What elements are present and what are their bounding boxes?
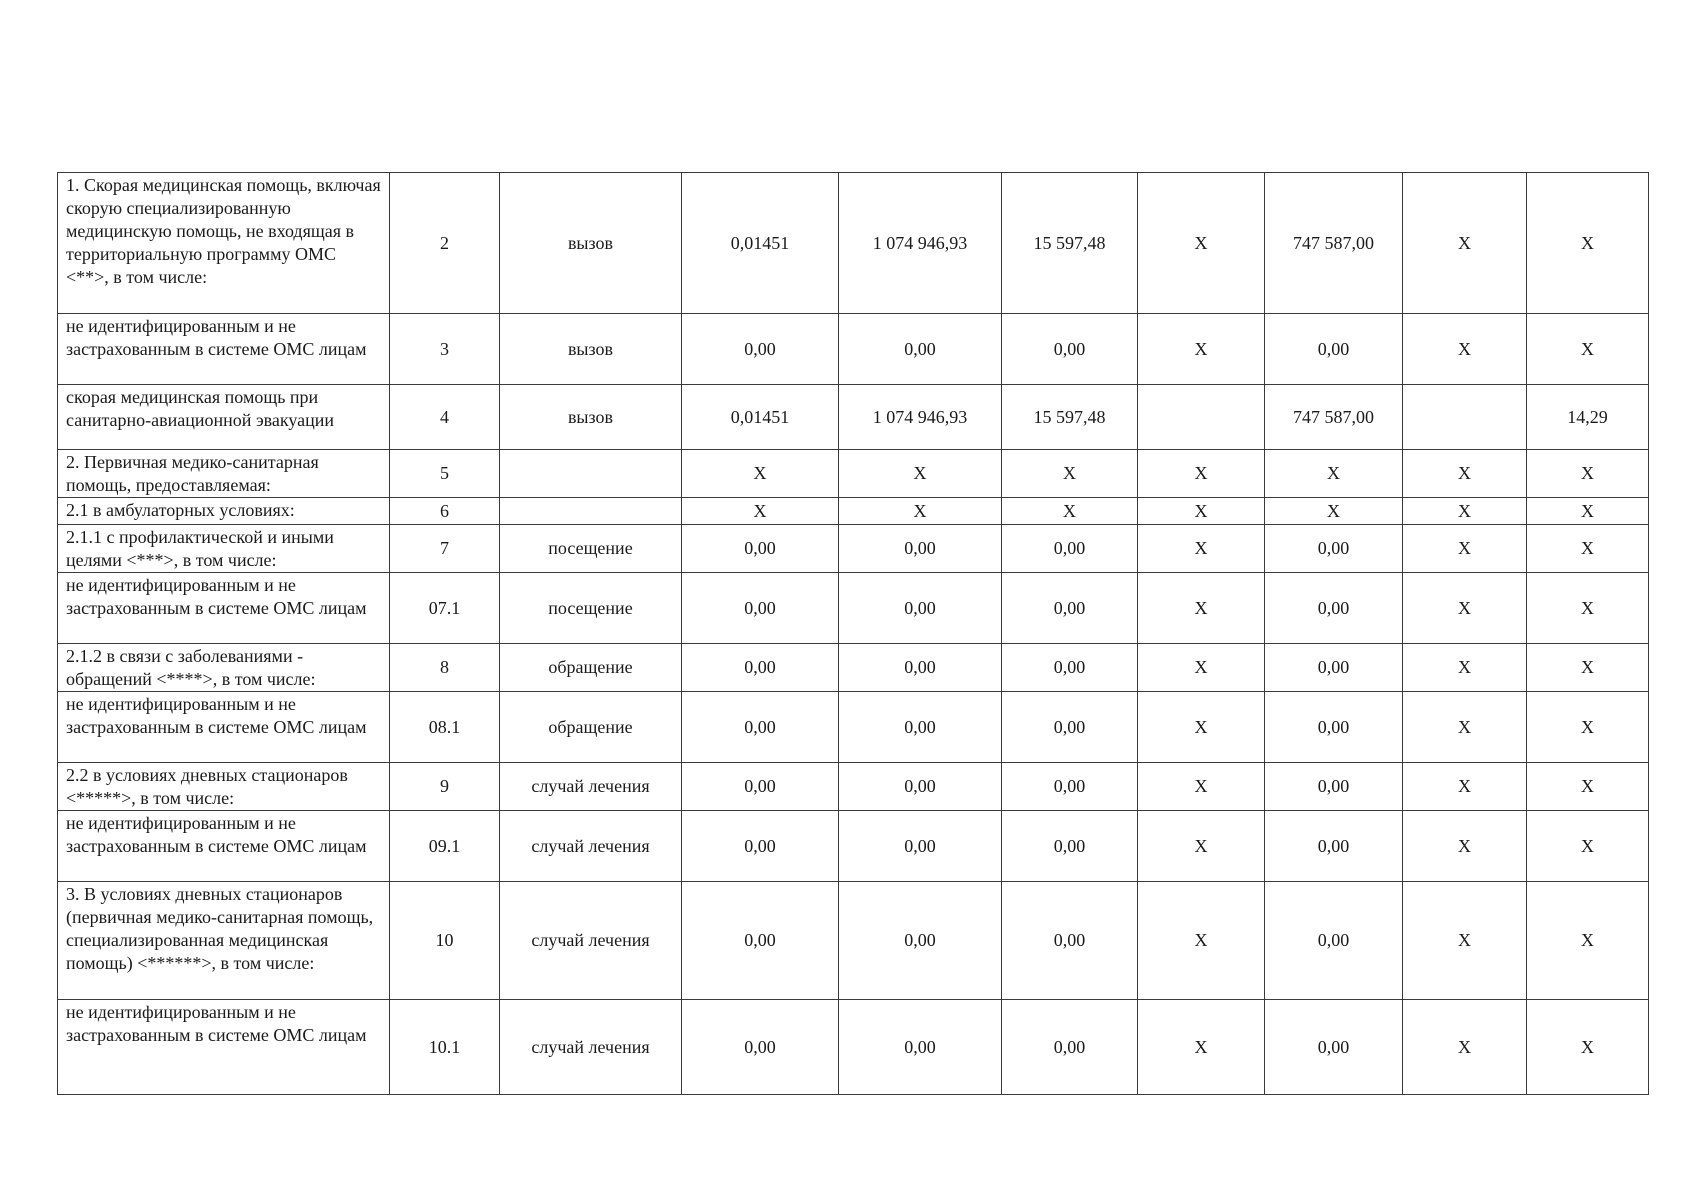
value-cell: X xyxy=(1403,173,1527,314)
row-name-cell: не идентифицированным и не застрахованным в системе ОМС лицам xyxy=(58,314,390,385)
table-row xyxy=(58,1000,1649,1095)
value-cell: 0,00 xyxy=(1002,314,1138,385)
value-cell: X xyxy=(1527,525,1649,573)
value-cell: 15 597,48 xyxy=(1002,385,1138,450)
value-cell: 2 xyxy=(390,173,500,314)
value-cell: 0,00 xyxy=(1265,314,1403,385)
value-cell: 10.1 xyxy=(390,1000,500,1095)
value-cell: 0,00 xyxy=(682,573,839,644)
table-row xyxy=(58,763,1649,811)
value-cell xyxy=(500,498,682,525)
value-cell: 0,00 xyxy=(1265,525,1403,573)
row-name-cell: 2.1.2 в связи с заболеваниями - обращений <****>, в том числе: xyxy=(58,644,390,692)
table-row xyxy=(58,385,1649,450)
value-cell: X xyxy=(1265,450,1403,498)
value-cell: вызов xyxy=(500,385,682,450)
value-cell: 0,00 xyxy=(682,763,839,811)
value-cell: X xyxy=(1138,173,1265,314)
value-cell: X xyxy=(839,450,1002,498)
value-cell: 08.1 xyxy=(390,692,500,763)
value-cell: случай лечения xyxy=(500,763,682,811)
value-cell: вызов xyxy=(500,173,682,314)
value-cell: 10 xyxy=(390,882,500,1000)
value-cell: 0,00 xyxy=(839,1000,1002,1095)
data-table xyxy=(57,172,1649,1095)
value-cell: 1 074 946,93 xyxy=(839,385,1002,450)
value-cell: 0,00 xyxy=(839,573,1002,644)
value-cell: X xyxy=(1002,498,1138,525)
value-cell: X xyxy=(1527,450,1649,498)
value-cell: 14,29 xyxy=(1527,385,1649,450)
value-cell: X xyxy=(1002,450,1138,498)
value-cell: 0,00 xyxy=(1265,1000,1403,1095)
table-row xyxy=(58,573,1649,644)
value-cell: 0,00 xyxy=(1002,882,1138,1000)
value-cell: 0,00 xyxy=(1002,692,1138,763)
value-cell: X xyxy=(1138,525,1265,573)
value-cell: X xyxy=(1527,314,1649,385)
value-cell: X xyxy=(1138,573,1265,644)
value-cell: 0,00 xyxy=(839,314,1002,385)
table-row xyxy=(58,173,1649,314)
value-cell: 0,00 xyxy=(1002,644,1138,692)
value-cell: 0,00 xyxy=(682,314,839,385)
value-cell: X xyxy=(839,498,1002,525)
value-cell: X xyxy=(1527,573,1649,644)
value-cell: X xyxy=(1403,498,1527,525)
row-name-cell: не идентифицированным и не застрахованным в системе ОМС лицам xyxy=(58,1000,390,1095)
value-cell: 4 xyxy=(390,385,500,450)
row-name-cell: 2. Первичная медико-санитарная помощь, предоставляемая: xyxy=(58,450,390,498)
value-cell: посещение xyxy=(500,525,682,573)
row-name-cell: не идентифицированным и не застрахованным в системе ОМС лицам xyxy=(58,811,390,882)
value-cell: 0,00 xyxy=(1002,1000,1138,1095)
value-cell: X xyxy=(1527,811,1649,882)
value-cell: X xyxy=(1138,763,1265,811)
table-row xyxy=(58,644,1649,692)
value-cell: X xyxy=(1403,811,1527,882)
value-cell: 6 xyxy=(390,498,500,525)
value-cell: 0,00 xyxy=(839,692,1002,763)
value-cell: 0,00 xyxy=(839,811,1002,882)
value-cell: 9 xyxy=(390,763,500,811)
value-cell: 0,00 xyxy=(682,811,839,882)
table-row xyxy=(58,498,1649,525)
value-cell xyxy=(1138,385,1265,450)
value-cell: X xyxy=(1403,763,1527,811)
table-row xyxy=(58,525,1649,573)
value-cell: обращение xyxy=(500,644,682,692)
value-cell: случай лечения xyxy=(500,1000,682,1095)
value-cell: 09.1 xyxy=(390,811,500,882)
value-cell: X xyxy=(1138,644,1265,692)
value-cell: вызов xyxy=(500,314,682,385)
value-cell: X xyxy=(1403,882,1527,1000)
value-cell: 15 597,48 xyxy=(1002,173,1138,314)
value-cell: 0,00 xyxy=(682,1000,839,1095)
value-cell: 0,01451 xyxy=(682,173,839,314)
value-cell: X xyxy=(1138,882,1265,1000)
value-cell: X xyxy=(1138,692,1265,763)
value-cell: X xyxy=(1527,1000,1649,1095)
value-cell: 0,00 xyxy=(682,525,839,573)
value-cell: X xyxy=(1138,314,1265,385)
value-cell: 0,00 xyxy=(839,882,1002,1000)
value-cell: 0,00 xyxy=(1002,763,1138,811)
value-cell: 0,00 xyxy=(839,644,1002,692)
value-cell: X xyxy=(1527,882,1649,1000)
value-cell: 07.1 xyxy=(390,573,500,644)
value-cell: 0,00 xyxy=(682,882,839,1000)
value-cell: X xyxy=(1527,173,1649,314)
value-cell: 0,00 xyxy=(1002,525,1138,573)
value-cell: X xyxy=(1138,811,1265,882)
value-cell: 0,00 xyxy=(1265,882,1403,1000)
value-cell: X xyxy=(1403,573,1527,644)
value-cell: X xyxy=(1527,644,1649,692)
value-cell: X xyxy=(1403,692,1527,763)
value-cell: случай лечения xyxy=(500,811,682,882)
value-cell: 1 074 946,93 xyxy=(839,173,1002,314)
value-cell: 0,00 xyxy=(1265,573,1403,644)
row-name-cell: 2.1 в амбулаторных условиях: xyxy=(58,498,390,525)
value-cell: 0,00 xyxy=(1002,573,1138,644)
value-cell: X xyxy=(1403,644,1527,692)
value-cell: обращение xyxy=(500,692,682,763)
value-cell: 0,00 xyxy=(839,763,1002,811)
value-cell: X xyxy=(1138,450,1265,498)
value-cell: X xyxy=(682,450,839,498)
value-cell: X xyxy=(1265,498,1403,525)
value-cell: X xyxy=(1138,498,1265,525)
value-cell: X xyxy=(1403,450,1527,498)
value-cell: X xyxy=(1138,1000,1265,1095)
row-name-cell: не идентифицированным и не застрахованным в системе ОМС лицам xyxy=(58,573,390,644)
row-name-cell: 2.2 в условиях дневных стационаров <*****>, в том числе: xyxy=(58,763,390,811)
table-body xyxy=(58,173,1649,1095)
value-cell: X xyxy=(1403,314,1527,385)
row-name-cell: 1. Скорая медицинская помощь, включая скорую специализированную медицинскую помощь, не входящая в территориальную программу ОМС <**>, в том числе: xyxy=(58,173,390,314)
value-cell: 3 xyxy=(390,314,500,385)
row-name-cell: не идентифицированным и не застрахованным в системе ОМС лицам xyxy=(58,692,390,763)
value-cell: X xyxy=(1527,763,1649,811)
value-cell: 0,00 xyxy=(1265,811,1403,882)
value-cell xyxy=(1403,385,1527,450)
value-cell: посещение xyxy=(500,573,682,644)
value-cell: 0,00 xyxy=(682,644,839,692)
value-cell: 0,00 xyxy=(839,525,1002,573)
value-cell: 5 xyxy=(390,450,500,498)
value-cell: 7 xyxy=(390,525,500,573)
value-cell: 0,00 xyxy=(1002,811,1138,882)
value-cell: 8 xyxy=(390,644,500,692)
value-cell: случай лечения xyxy=(500,882,682,1000)
table-row xyxy=(58,811,1649,882)
value-cell: 0,00 xyxy=(1265,644,1403,692)
value-cell: 0,00 xyxy=(1265,763,1403,811)
value-cell xyxy=(500,450,682,498)
value-cell: X xyxy=(1403,525,1527,573)
value-cell: 0,00 xyxy=(1265,692,1403,763)
row-name-cell: 3. В условиях дневных стационаров (первичная медико-санитарная помощь, специализированная медицинская помощь) <******>, в том числе: xyxy=(58,882,390,1000)
value-cell: X xyxy=(1403,1000,1527,1095)
value-cell: X xyxy=(1527,692,1649,763)
value-cell: X xyxy=(682,498,839,525)
value-cell: 0,01451 xyxy=(682,385,839,450)
table-row xyxy=(58,450,1649,498)
row-name-cell: скорая медицинская помощь при санитарно-авиационной эвакуации xyxy=(58,385,390,450)
table-row xyxy=(58,692,1649,763)
row-name-cell: 2.1.1 с профилактической и иными целями <***>, в том числе: xyxy=(58,525,390,573)
value-cell: X xyxy=(1527,498,1649,525)
table-row xyxy=(58,882,1649,1000)
value-cell: 747 587,00 xyxy=(1265,173,1403,314)
value-cell: 747 587,00 xyxy=(1265,385,1403,450)
value-cell: 0,00 xyxy=(682,692,839,763)
table-row xyxy=(58,314,1649,385)
